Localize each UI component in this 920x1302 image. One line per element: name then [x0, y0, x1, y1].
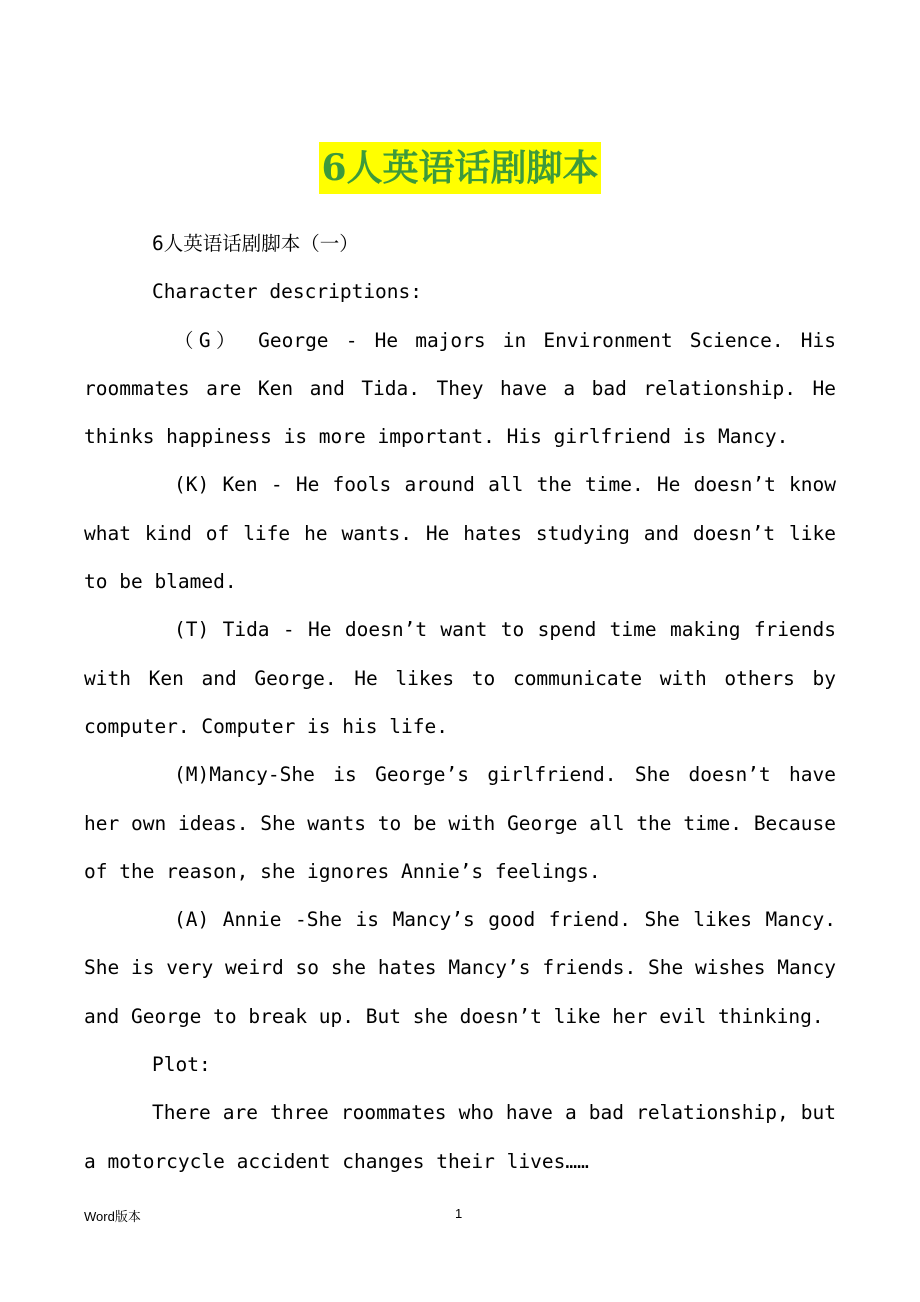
plot-paragraph: There are three roommates who have a bad relationship, but a motorcycle accident changes their lives……: [84, 1101, 836, 1173]
subtitle-paragraph: 6人英语话剧脚本（一）: [152, 232, 359, 255]
title-wrapper: [0, 142, 920, 194]
footer-label: Word版本: [84, 1209, 141, 1224]
plot-heading: Plot:: [152, 1053, 211, 1077]
document-body: [84, 220, 836, 1186]
character-descriptions-heading: Character descriptions:: [152, 280, 423, 304]
document-title: 6人英语话剧脚本: [319, 142, 600, 194]
character-ken-paragraph: (K) Ken - He fools around all the time. He doesn’t know what kind of life he wants. He hates studying and doesn’t like to be blamed.: [84, 473, 836, 594]
character-tida-paragraph: (T) Tida - He doesn’t want to spend time making friends with Ken and George. He likes to communicate with others by computer. Computer is his life.: [84, 618, 836, 738]
character-george-paragraph: （G） George - He majors in Environment Science. His roommates are Ken and Tida. They have a bad relationship. He thinks happiness is more important. His girlfriend is Mancy.: [84, 328, 836, 449]
character-mancy-paragraph: (M)Mancy-She is George’s girlfriend. She doesn’t have her own ideas. She wants to be with George all the time. Because of the reason, she ignores Annie’s feelings.: [84, 763, 836, 883]
character-annie-paragraph: (A) Annie -She is Mancy’s good friend. She likes Mancy. She is very weird so she hates Mancy’s friends. She wishes Mancy and George to break up. But she doesn’t like her evil thinking.: [84, 908, 836, 1028]
page-number: 1: [455, 1206, 463, 1221]
